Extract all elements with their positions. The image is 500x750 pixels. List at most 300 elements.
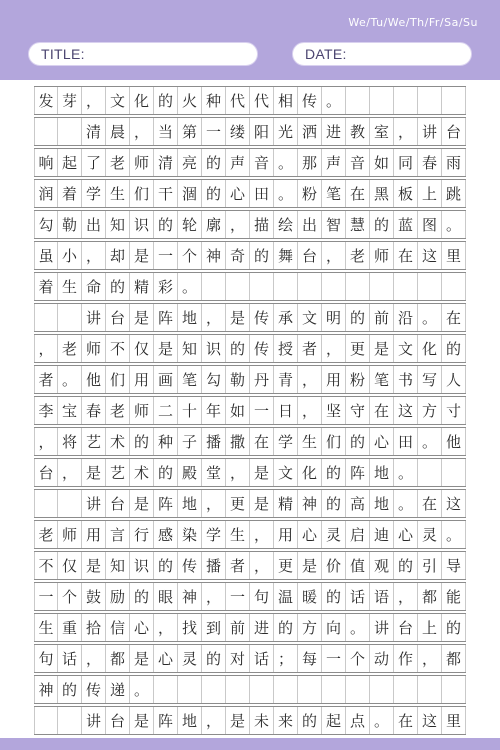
grid-cell: 都 <box>442 645 466 672</box>
grid-cell: 却 <box>106 242 130 269</box>
grid-cell: 在 <box>394 242 418 269</box>
grid-cell: 染 <box>178 521 202 548</box>
grid-cell: 春 <box>82 397 106 424</box>
grid-cell: 传 <box>178 552 202 579</box>
grid-cell: 神 <box>34 676 58 703</box>
grid-cell <box>394 87 418 114</box>
grid-cell: 明 <box>322 304 346 331</box>
grid-cell: 宝 <box>58 397 82 424</box>
grid-cell: 高 <box>346 490 370 517</box>
weekday-selector[interactable]: We/Tu/We/Th/Fr/Sa/Su <box>348 16 478 29</box>
grid-cell: 识 <box>202 335 226 362</box>
grid-cell: 师 <box>130 149 154 176</box>
grid-cell: 都 <box>418 583 442 610</box>
grid-cell: 。 <box>130 676 154 703</box>
grid-cell: ， <box>418 645 442 672</box>
grid-cell: 价 <box>322 552 346 579</box>
grid-cell: 绘 <box>274 211 298 238</box>
grid-cell: 写 <box>418 366 442 393</box>
text-line <box>34 458 466 487</box>
text-line <box>34 427 466 456</box>
grid-cell <box>418 273 442 300</box>
grid-cell: 动 <box>370 645 394 672</box>
grid-cell: 在 <box>418 490 442 517</box>
grid-cell: 是 <box>130 645 154 672</box>
grid-cell: 艺 <box>82 428 106 455</box>
grid-cell: 这 <box>418 707 442 734</box>
grid-cell: 重 <box>58 614 82 641</box>
grid-cell: 阵 <box>346 459 370 486</box>
grid-cell: 识 <box>130 211 154 238</box>
grid-cell: 清 <box>82 118 106 145</box>
grid-cell: ， <box>298 366 322 393</box>
grid-cell: 出 <box>298 211 322 238</box>
grid-cell: ， <box>202 583 226 610</box>
text-line <box>34 148 466 177</box>
grid-cell: ， <box>298 397 322 424</box>
grid-cell <box>394 273 418 300</box>
grid-cell <box>250 273 274 300</box>
grid-cell: 不 <box>34 552 58 579</box>
grid-cell: 起 <box>58 149 82 176</box>
grid-cell: 承 <box>274 304 298 331</box>
grid-cell: ， <box>82 645 106 672</box>
grid-cell: 播 <box>202 552 226 579</box>
grid-cell: 阵 <box>154 304 178 331</box>
grid-cell: 个 <box>58 583 82 610</box>
text-line <box>34 272 466 301</box>
grid-cell: 的 <box>322 583 346 610</box>
grid-cell: 个 <box>178 242 202 269</box>
grid-cell: 粉 <box>346 366 370 393</box>
grid-cell: 的 <box>130 428 154 455</box>
grid-cell: 启 <box>346 521 370 548</box>
grid-cell: 寸 <box>442 397 466 424</box>
bottom-band <box>0 738 500 750</box>
grid-cell: 青 <box>274 366 298 393</box>
grid-cell: 这 <box>442 490 466 517</box>
grid-cell: 。 <box>274 180 298 207</box>
grid-cell <box>58 304 82 331</box>
grid-cell: 。 <box>442 521 466 548</box>
grid-cell: 值 <box>346 552 370 579</box>
grid-cell: 上 <box>418 180 442 207</box>
grid-cell: 的 <box>154 552 178 579</box>
grid-cell: 台 <box>298 242 322 269</box>
text-line <box>34 179 466 208</box>
text-line <box>34 613 466 642</box>
grid-cell: 轮 <box>178 211 202 238</box>
grid-cell: 笔 <box>178 366 202 393</box>
grid-cell: 前 <box>370 304 394 331</box>
grid-cell <box>442 87 466 114</box>
grid-cell: ， <box>226 211 250 238</box>
grid-cell: ， <box>154 614 178 641</box>
grid-cell: 每 <box>298 645 322 672</box>
grid-cell: 化 <box>130 87 154 114</box>
grid-cell: ， <box>202 304 226 331</box>
text-line <box>34 706 466 735</box>
grid-cell: 仅 <box>130 335 154 362</box>
grid-cell: 是 <box>130 707 154 734</box>
title-field[interactable] <box>28 42 258 66</box>
grid-cell: ， <box>394 118 418 145</box>
grid-cell: 传 <box>82 676 106 703</box>
grid-cell: 句 <box>250 583 274 610</box>
grid-cell: 老 <box>106 397 130 424</box>
grid-cell: ， <box>322 242 346 269</box>
grid-cell: 师 <box>82 335 106 362</box>
grid-cell: 讲 <box>418 118 442 145</box>
grid-cell: ， <box>82 242 106 269</box>
grid-cell <box>322 676 346 703</box>
grid-cell: 师 <box>130 397 154 424</box>
grid-cell: 递 <box>106 676 130 703</box>
grid-cell: 慧 <box>346 211 370 238</box>
grid-cell: 老 <box>106 149 130 176</box>
grid-cell: 。 <box>394 459 418 486</box>
grid-cell: 是 <box>130 304 154 331</box>
grid-cell: 暖 <box>298 583 322 610</box>
grid-cell: 讲 <box>82 304 106 331</box>
grid-cell <box>418 676 442 703</box>
grid-cell: 。 <box>322 87 346 114</box>
grid-cell: 个 <box>346 645 370 672</box>
grid-cell: 的 <box>442 335 466 362</box>
grid-cell: 更 <box>274 552 298 579</box>
grid-cell: 学 <box>82 180 106 207</box>
grid-cell: 师 <box>58 521 82 548</box>
grid-cell: 。 <box>58 366 82 393</box>
grid-cell: 出 <box>82 211 106 238</box>
grid-cell: 台 <box>34 459 58 486</box>
grid-cell <box>34 707 58 734</box>
grid-cell: 地 <box>178 490 202 517</box>
grid-cell: 。 <box>346 614 370 641</box>
grid-cell: 台 <box>394 614 418 641</box>
grid-cell: 的 <box>370 211 394 238</box>
grid-cell: 是 <box>130 242 154 269</box>
grid-cell: 丹 <box>250 366 274 393</box>
grid-cell: 眼 <box>154 583 178 610</box>
grid-cell <box>202 676 226 703</box>
grid-cell: 涸 <box>178 180 202 207</box>
grid-cell: 言 <box>106 521 130 548</box>
grid-cell: 亮 <box>178 149 202 176</box>
grid-cell <box>442 459 466 486</box>
grid-cell: 话 <box>346 583 370 610</box>
grid-cell: 地 <box>178 707 202 734</box>
grid-cell: 的 <box>106 273 130 300</box>
grid-cell: 守 <box>346 397 370 424</box>
grid-cell: 室 <box>370 118 394 145</box>
grid-cell: ， <box>34 428 58 455</box>
writing-grid <box>34 86 466 736</box>
grid-cell: 心 <box>298 521 322 548</box>
text-line <box>34 675 466 704</box>
grid-cell <box>58 707 82 734</box>
grid-cell: 他 <box>82 366 106 393</box>
grid-cell: 是 <box>298 552 322 579</box>
grid-cell: 勾 <box>202 366 226 393</box>
grid-cell: 的 <box>442 614 466 641</box>
grid-cell: 年 <box>202 397 226 424</box>
text-line <box>34 551 466 580</box>
grid-cell: 沿 <box>394 304 418 331</box>
grid-cell: 廓 <box>202 211 226 238</box>
grid-cell: 在 <box>250 428 274 455</box>
grid-cell <box>370 87 394 114</box>
grid-cell: 描 <box>250 211 274 238</box>
grid-cell <box>298 273 322 300</box>
grid-cell <box>250 676 274 703</box>
grid-cell: 音 <box>346 149 370 176</box>
grid-cell: 鼓 <box>82 583 106 610</box>
grid-cell: 句 <box>34 645 58 672</box>
grid-cell: 。 <box>274 149 298 176</box>
grid-cell: 能 <box>442 583 466 610</box>
grid-cell: 堂 <box>202 459 226 486</box>
grid-cell: 者 <box>34 366 58 393</box>
grid-cell: 们 <box>322 428 346 455</box>
grid-cell: 传 <box>298 87 322 114</box>
grid-cell: ， <box>130 118 154 145</box>
grid-cell: 感 <box>154 521 178 548</box>
grid-cell: 神 <box>202 242 226 269</box>
grid-cell: 彩 <box>154 273 178 300</box>
grid-cell: 是 <box>250 459 274 486</box>
grid-cell: 灵 <box>322 521 346 548</box>
grid-cell: 芽 <box>58 87 82 114</box>
grid-cell: 当 <box>154 118 178 145</box>
grid-cell: 这 <box>418 242 442 269</box>
grid-cell: 他 <box>442 428 466 455</box>
grid-cell: 心 <box>130 614 154 641</box>
text-line <box>34 489 466 518</box>
grid-cell: 传 <box>250 335 274 362</box>
grid-cell: 。 <box>442 211 466 238</box>
grid-cell: 是 <box>370 335 394 362</box>
grid-cell <box>370 676 394 703</box>
grid-cell: 润 <box>34 180 58 207</box>
grid-cell: 阵 <box>154 490 178 517</box>
grid-cell: ， <box>250 552 274 579</box>
grid-cell: 的 <box>154 459 178 486</box>
grid-cell: 勾 <box>34 211 58 238</box>
grid-cell: 话 <box>58 645 82 672</box>
grid-cell: 田 <box>394 428 418 455</box>
grid-cell: 一 <box>226 583 250 610</box>
grid-cell: ； <box>274 645 298 672</box>
grid-cell: 来 <box>274 707 298 734</box>
grid-cell: 是 <box>82 552 106 579</box>
text-line <box>34 117 466 146</box>
grid-cell <box>394 676 418 703</box>
grid-cell: 导 <box>442 552 466 579</box>
grid-cell: 艺 <box>106 459 130 486</box>
grid-cell: 精 <box>274 490 298 517</box>
header-band <box>0 0 500 80</box>
grid-cell: 撒 <box>226 428 250 455</box>
grid-cell: 心 <box>370 428 394 455</box>
grid-cell: 板 <box>394 180 418 207</box>
grid-cell: 是 <box>154 335 178 362</box>
grid-cell: 用 <box>322 366 346 393</box>
grid-cell: 。 <box>418 304 442 331</box>
grid-cell: ， <box>394 583 418 610</box>
grid-cell: 着 <box>58 180 82 207</box>
grid-cell: 种 <box>154 428 178 455</box>
grid-cell: 生 <box>34 614 58 641</box>
title-label: TITLE: <box>41 46 85 62</box>
grid-cell: 的 <box>202 149 226 176</box>
grid-cell: 那 <box>298 149 322 176</box>
grid-cell: 清 <box>154 149 178 176</box>
text-line <box>34 241 466 270</box>
grid-cell: 这 <box>394 397 418 424</box>
grid-cell: 在 <box>442 304 466 331</box>
grid-cell: 晨 <box>106 118 130 145</box>
grid-cell: ， <box>322 335 346 362</box>
grid-cell: 在 <box>346 180 370 207</box>
grid-cell: 雨 <box>442 149 466 176</box>
grid-cell: 了 <box>82 149 106 176</box>
grid-cell: 子 <box>178 428 202 455</box>
grid-cell: 老 <box>34 521 58 548</box>
grid-cell: 文 <box>394 335 418 362</box>
text-line <box>34 86 466 115</box>
grid-cell: 都 <box>106 645 130 672</box>
grid-cell: 文 <box>106 87 130 114</box>
grid-cell: 黑 <box>370 180 394 207</box>
grid-cell: 舞 <box>274 242 298 269</box>
grid-cell: 讲 <box>82 490 106 517</box>
grid-cell: 在 <box>394 707 418 734</box>
grid-cell <box>178 676 202 703</box>
grid-cell: 向 <box>322 614 346 641</box>
grid-cell: 书 <box>394 366 418 393</box>
grid-cell: ， <box>250 521 274 548</box>
grid-cell: 粉 <box>298 180 322 207</box>
grid-cell: 代 <box>226 87 250 114</box>
grid-cell: 心 <box>394 521 418 548</box>
grid-cell <box>322 273 346 300</box>
grid-cell: 术 <box>106 428 130 455</box>
grid-cell: 的 <box>346 304 370 331</box>
grid-cell: 一 <box>250 397 274 424</box>
grid-cell: 文 <box>274 459 298 486</box>
text-line <box>34 644 466 673</box>
text-line <box>34 303 466 332</box>
grid-cell: 播 <box>202 428 226 455</box>
grid-cell: 殿 <box>178 459 202 486</box>
grid-cell: 日 <box>274 397 298 424</box>
grid-cell <box>298 676 322 703</box>
grid-cell: 知 <box>178 335 202 362</box>
grid-cell: 神 <box>298 490 322 517</box>
grid-cell <box>346 87 370 114</box>
grid-cell: 是 <box>82 459 106 486</box>
grid-cell: 田 <box>250 180 274 207</box>
grid-cell: 如 <box>370 149 394 176</box>
grid-cell: ， <box>82 87 106 114</box>
grid-cell <box>442 676 466 703</box>
grid-cell: 不 <box>106 335 130 362</box>
grid-cell: 跳 <box>442 180 466 207</box>
grid-cell: 二 <box>154 397 178 424</box>
grid-cell: 找 <box>178 614 202 641</box>
grid-cell: 勒 <box>58 211 82 238</box>
grid-cell: 命 <box>82 273 106 300</box>
grid-cell: 们 <box>130 180 154 207</box>
grid-cell: 光 <box>274 118 298 145</box>
grid-cell: ， <box>226 459 250 486</box>
grid-cell: 老 <box>346 242 370 269</box>
grid-cell: 虽 <box>34 242 58 269</box>
grid-cell: 授 <box>274 335 298 362</box>
grid-cell: 前 <box>226 614 250 641</box>
grid-cell: 心 <box>154 645 178 672</box>
grid-cell: 的 <box>154 87 178 114</box>
date-field[interactable] <box>292 42 472 66</box>
grid-cell: 术 <box>130 459 154 486</box>
grid-cell: 未 <box>250 707 274 734</box>
grid-cell: 们 <box>106 366 130 393</box>
grid-cell: 起 <box>322 707 346 734</box>
grid-cell: 知 <box>106 211 130 238</box>
grid-cell: 。 <box>178 273 202 300</box>
grid-cell: 声 <box>322 149 346 176</box>
grid-cell: 李 <box>34 397 58 424</box>
grid-cell: 是 <box>130 490 154 517</box>
grid-cell: 地 <box>178 304 202 331</box>
grid-cell: ， <box>58 459 82 486</box>
grid-cell: 奇 <box>226 242 250 269</box>
text-line <box>34 582 466 611</box>
text-line <box>34 520 466 549</box>
text-line <box>34 365 466 394</box>
grid-cell: 进 <box>250 614 274 641</box>
grid-cell: 同 <box>394 149 418 176</box>
grid-cell: 台 <box>106 707 130 734</box>
grid-cell: 生 <box>298 428 322 455</box>
grid-cell: 引 <box>418 552 442 579</box>
grid-cell <box>226 676 250 703</box>
grid-cell: 生 <box>58 273 82 300</box>
grid-cell: 化 <box>298 459 322 486</box>
grid-cell: 地 <box>370 490 394 517</box>
grid-cell <box>202 273 226 300</box>
grid-cell: 学 <box>202 521 226 548</box>
grid-cell: 精 <box>130 273 154 300</box>
date-label: DATE: <box>305 46 347 62</box>
grid-cell: 里 <box>442 242 466 269</box>
grid-cell: 台 <box>442 118 466 145</box>
grid-cell: 的 <box>322 490 346 517</box>
grid-cell: 台 <box>106 490 130 517</box>
grid-cell: 代 <box>250 87 274 114</box>
grid-cell: ， <box>202 490 226 517</box>
grid-cell: 者 <box>298 335 322 362</box>
grid-cell: 春 <box>418 149 442 176</box>
grid-cell <box>154 676 178 703</box>
grid-cell: 是 <box>226 304 250 331</box>
grid-cell: 励 <box>106 583 130 610</box>
grid-cell: 师 <box>370 242 394 269</box>
grid-cell: 洒 <box>298 118 322 145</box>
grid-cell: 用 <box>274 521 298 548</box>
grid-cell: 将 <box>58 428 82 455</box>
